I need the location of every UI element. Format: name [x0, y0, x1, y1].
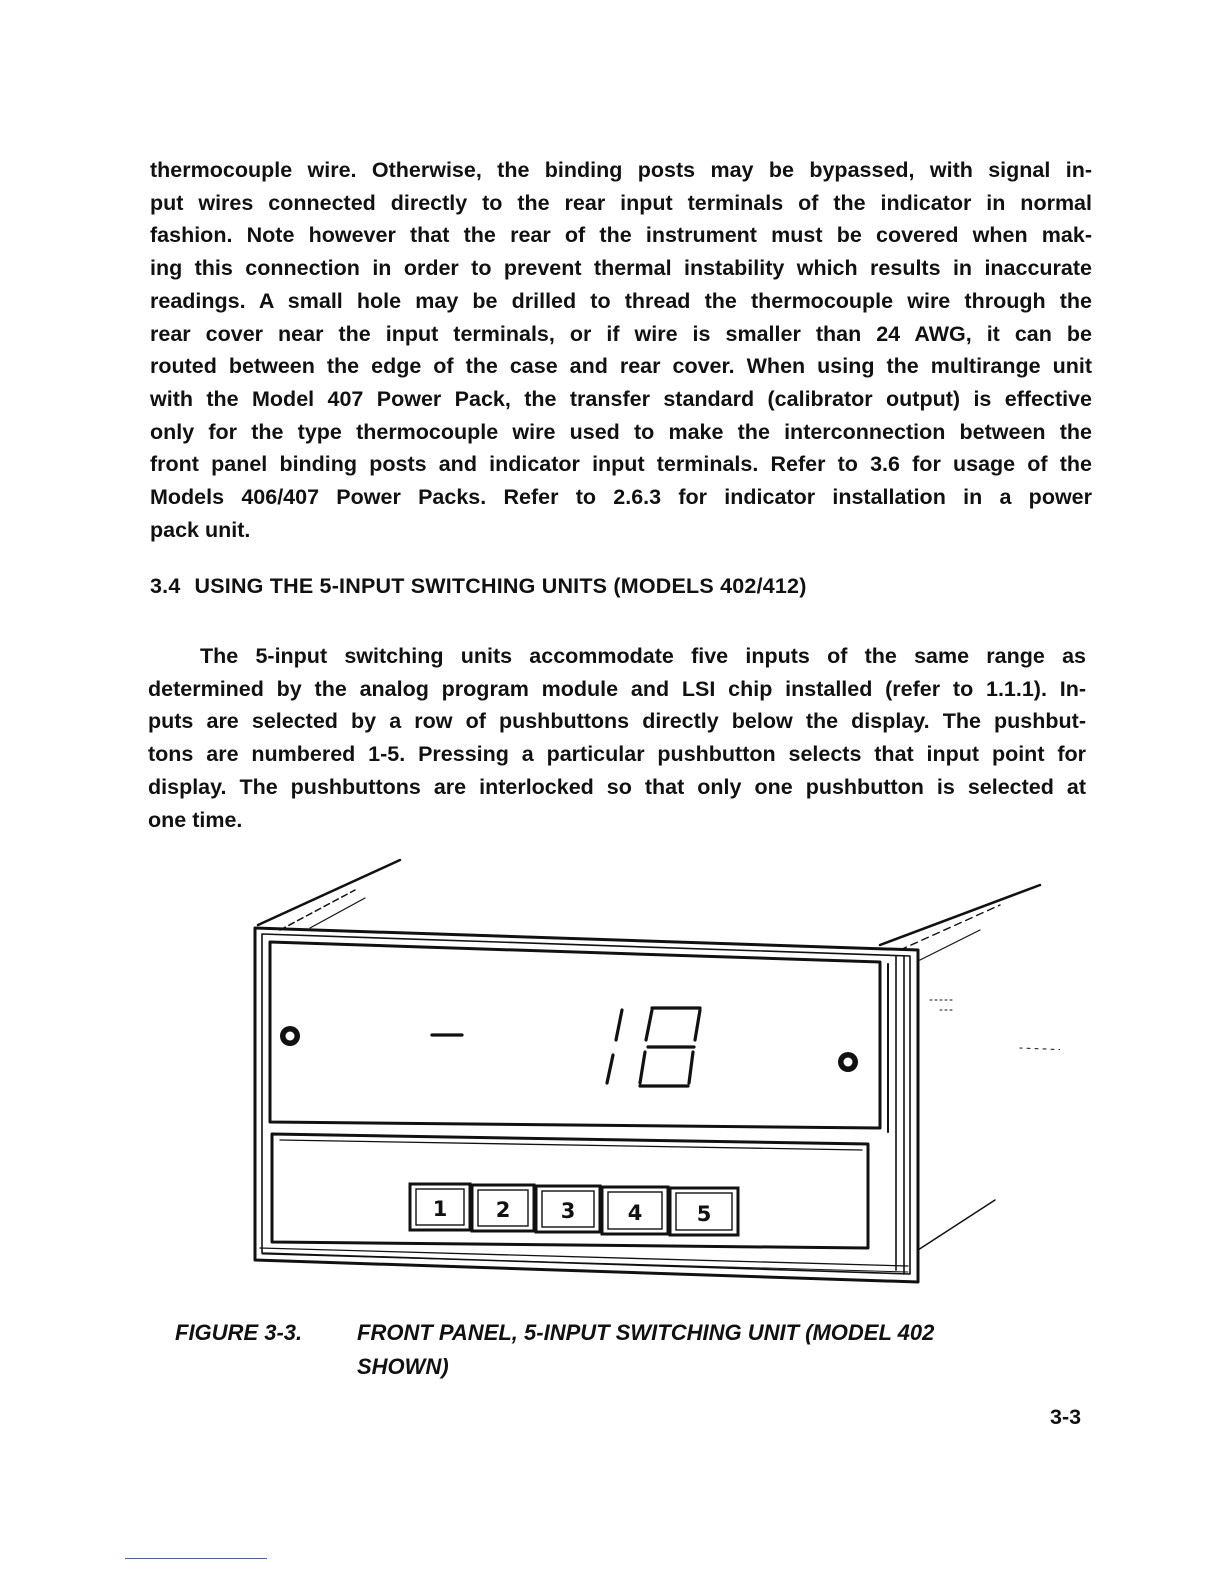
body-paragraph-continued	[150, 154, 1092, 546]
text-line: puts are selected by a row of pushbuttons directly below the display. The pushbut-	[148, 709, 1086, 734]
text-line: put wires connected directly to the rear input terminals of the indicator in normal	[150, 190, 1092, 215]
screw-right-icon	[838, 1052, 858, 1072]
pushbutton-5[interactable]	[670, 1188, 738, 1235]
case-side-dashes	[930, 1000, 952, 1010]
text-line: The 5-input switching units accommodate five inputs of the same range as	[200, 644, 1086, 668]
text-line: thermocouple wire. Otherwise, the binding posts may be bypassed, with signal in-	[150, 158, 1092, 182]
digit-eight-segments	[640, 1008, 700, 1086]
pushbutton-5-label: 5	[696, 1202, 712, 1226]
text-line: one time.	[148, 807, 243, 832]
caption-line-2: SHOWN)	[357, 1354, 449, 1379]
text-line: only for the type thermocouple wire used to make the interconnection between the	[150, 419, 1092, 444]
case-edge-right-top	[880, 885, 1040, 945]
text-line: readings. A small hole may be drilled to thread the thermocouple wire through the	[150, 288, 1092, 313]
text-line: routed between the edge of the case and rear cover. When using the multirange unit	[150, 354, 1092, 379]
screw-left-icon	[280, 1026, 300, 1046]
section-number: 3.4	[150, 574, 181, 598]
digit-one-segments	[607, 1010, 622, 1083]
case-edge-left-inner	[310, 898, 365, 928]
front-panel-illustration	[240, 850, 1060, 1300]
pushbutton-4-label: 4	[627, 1201, 643, 1225]
pushbutton-2-label: 2	[495, 1198, 511, 1222]
text-line: display. The pushbuttons are interlocked so that only one pushbutton is selected at	[148, 774, 1086, 799]
case-edge-left-top	[258, 860, 400, 925]
section-title: USING THE 5-INPUT SWITCHING UNITS (MODELS 402/412)	[194, 574, 807, 598]
display-window	[270, 942, 880, 1128]
pushbutton-3[interactable]	[536, 1186, 600, 1232]
case-edge-right-bottom	[918, 1200, 995, 1250]
body-paragraph-switching-units	[148, 640, 1086, 836]
pushbutton-4[interactable]	[602, 1187, 668, 1234]
pushbutton-row	[410, 1184, 738, 1235]
pushbutton-3-label: 3	[560, 1199, 576, 1223]
case-side-dash-far	[1020, 1048, 1060, 1050]
text-line: Models 406/407 Power Packs. Refer to 2.6.3 for indicator installation in a power	[150, 485, 1092, 510]
case-edge-right-hatch	[900, 905, 1000, 950]
footer-rule	[125, 1558, 267, 1559]
text-line: pack unit.	[150, 517, 251, 542]
bezel-right-shading	[896, 956, 904, 1274]
text-line: ing this connection in order to prevent thermal instability which results in inaccurate	[150, 256, 1092, 281]
pushbutton-1-label: 1	[432, 1197, 448, 1221]
text-line: with the Model 407 Power Pack, the transfer standard (calibrator output) is effective	[150, 386, 1092, 411]
text-line: tons are numbered 1-5. Pressing a particular pushbutton selects that input point for	[148, 742, 1086, 767]
text-line: determined by the analog program module and LSI chip installed (refer to 1.1.1). In-	[148, 676, 1086, 701]
text-line: fashion. Note however that the rear of the instrument must be covered when mak-	[150, 223, 1092, 248]
figure-front-panel	[240, 850, 1060, 1300]
caption-title: FRONT PANEL, 5-INPUT SWITCHING UNIT (MODEL 402	[357, 1320, 935, 1345]
figure-caption	[175, 1316, 934, 1384]
case-edge-right-inner	[920, 930, 980, 960]
text-line: front panel binding posts and indicator input terminals. Refer to 3.6 for usage of the	[150, 452, 1092, 477]
page-number: 3-3	[1050, 1405, 1082, 1429]
pushbutton-1[interactable]	[410, 1184, 470, 1230]
text-line: rear cover near the input terminals, or if wire is smaller than 24 AWG, it can be	[150, 321, 1092, 346]
caption-figure-number: FIGURE 3-3.	[175, 1320, 303, 1345]
display-digits	[432, 1008, 700, 1086]
caption-line-1	[175, 1316, 934, 1350]
pushbutton-2[interactable]	[472, 1185, 534, 1231]
section-heading	[150, 574, 807, 599]
